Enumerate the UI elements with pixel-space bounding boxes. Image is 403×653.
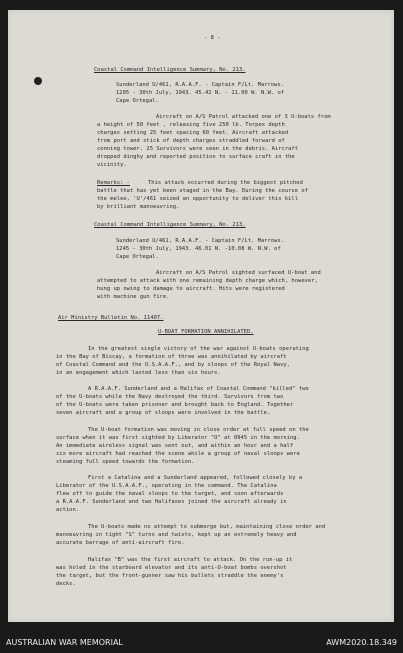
paragraph-line: of the U-boats were taken prisoner and brought back to England. Together xyxy=(56,402,294,408)
remarks-line: This attack occurred during the biggest pitched xyxy=(148,180,303,186)
paragraph-line: seven aircraft and a group of sloops were involved in the battle. xyxy=(56,410,271,416)
paragraph-line: a R.A.A.F. Sunderland and two Halifaxes joined the aircraft already in xyxy=(56,499,287,505)
paragraph-line: in the Bay of Biscay, a formation of three was annihilated by aircraft xyxy=(56,354,287,360)
paragraph-line: six more aircraft had reached the scene while a group of naval sloops were xyxy=(56,451,300,457)
paragraph-line: action. xyxy=(56,507,80,513)
paragraph-line: An immediate wireless signal was sent out, and within an hour and a half xyxy=(56,443,294,449)
paragraph-line: was holed in the starboard elevator and its anti-U-boat bombs overshot xyxy=(56,565,287,571)
paragraph-line: Liberator of the U.S.A.A.F., operating in the command. The Catalina xyxy=(56,483,277,489)
paragraph-line: steaming full speed towards the formation. xyxy=(56,459,195,465)
bulletin-heading: Air Ministry Bulletin No. 11407. xyxy=(58,315,164,321)
paragraph-line: of the U-boats while the Navy destroyed the third. Survivors from two xyxy=(56,394,284,400)
remarks-line: the melee, 'U'/461 seized an opportunity to deliver this kill xyxy=(97,196,299,202)
body-line: from port and stick of depth charges straddled forward of xyxy=(97,138,285,144)
paragraph-line: surface when it was first sighted by Liberator "O" at 0945 in the morning. xyxy=(56,435,300,441)
remarks-line: by brilliant manoeuvring. xyxy=(97,204,180,210)
section-header-line: 1245 - 30th July, 1943. 46.01 N. -10.08 W. N.W. of xyxy=(116,246,281,252)
body-line: Aircraft on A/S Patrol attacked one of 3 U-boats from xyxy=(156,114,331,120)
archive-footer xyxy=(0,630,403,653)
document-page xyxy=(8,10,394,622)
body-line: conning tower. 25 Survivors were seen in the debris. Aircraft xyxy=(97,146,299,152)
paragraph-line: The U-boat formation was moving in close order at full speed on the xyxy=(88,427,309,433)
paragraph-line: First a Catalina and a Sunderland appeared, followed closely by a xyxy=(88,475,303,481)
body-line: charges setting 25 feet spacing 60 feet. Aircraft attacked xyxy=(97,130,289,136)
section-header-line: Sunderland U/461, R.A.A.F. - Captain F/Lt. Marrows. xyxy=(116,238,285,244)
paragraph-line: in an engagement which lasted less than six hours. xyxy=(56,370,221,376)
body-line: dropped dinghy and reported position to surface craft in the xyxy=(97,154,295,160)
body-line: Aircraft on A/S Patrol sighted surfaced U-boat and xyxy=(156,270,321,276)
body-line: attempted to attack with one remaining depth charge which, however, xyxy=(97,278,318,284)
paragraph-line: Halifax "B" was the first aircraft to attack. On the run-up it xyxy=(88,557,293,563)
section-header-line: Sunderland U/461, R.A.A.F. - Captain F/Lt. Marrows. xyxy=(116,82,285,88)
section-header-line: Cape Ortegal. xyxy=(116,98,159,104)
accession-number: AWM2020.18.349 xyxy=(326,638,397,647)
paragraph-line: The U-boats made no attempt to submerge but, maintaining close order and xyxy=(88,524,326,530)
page-number: - 8 - xyxy=(204,35,221,41)
punch-hole xyxy=(34,77,42,85)
body-line: a height of 50 feet , releasing five 250 lb. Torpex depth xyxy=(97,122,285,128)
body-line: hung up owing to damage to aircraft. Hits were registered xyxy=(97,286,285,292)
paragraph-line: of Coastal Command and the U.S.A.A.F., and by sloops of the Royal Navy, xyxy=(56,362,290,368)
section-heading: Coastal Command Intelligence Summary, No. 213. xyxy=(94,67,246,73)
paragraph-line: decks. xyxy=(56,581,76,587)
paragraph-line: In the greatest single victory of the war against U-boats operating xyxy=(88,346,309,352)
section-header-line: 1205 - 30th July, 1943. 45.42 N. - 11.00 W. N.W. of xyxy=(116,90,285,96)
bulletin-title: U-BOAT FORMATION ANNIHILATED. xyxy=(158,329,254,335)
section-heading: Coastal Command Intelligence Summary, No. 213. xyxy=(94,222,246,228)
body-line: vicinity. xyxy=(97,162,127,168)
remarks-line: battle that has yet been staged in the Bay. During the course of xyxy=(97,188,308,194)
paragraph-line: A R.A.A.F. Sunderland and a Halifax of Coastal Command "killed" two xyxy=(88,386,309,392)
remarks-label: Remarks: - xyxy=(97,180,130,186)
paragraph-line: flew off to guide the naval sloops to the target, and soon afterwards xyxy=(56,491,284,497)
section-header-line: Cape Ortegal. xyxy=(116,254,159,260)
institution-label: AUSTRALIAN WAR MEMORIAL xyxy=(6,638,123,647)
paragraph-line: manoeuvring in tight "S" turns and twists, kept up an extremely heavy and xyxy=(56,532,297,538)
paragraph-line: accurate barrage of anti-aircraft fire. xyxy=(56,540,185,546)
body-line: with machine gun fire. xyxy=(97,294,170,300)
paragraph-line: the target, but the front-gunner saw his bullets straddle the enemy's xyxy=(56,573,284,579)
